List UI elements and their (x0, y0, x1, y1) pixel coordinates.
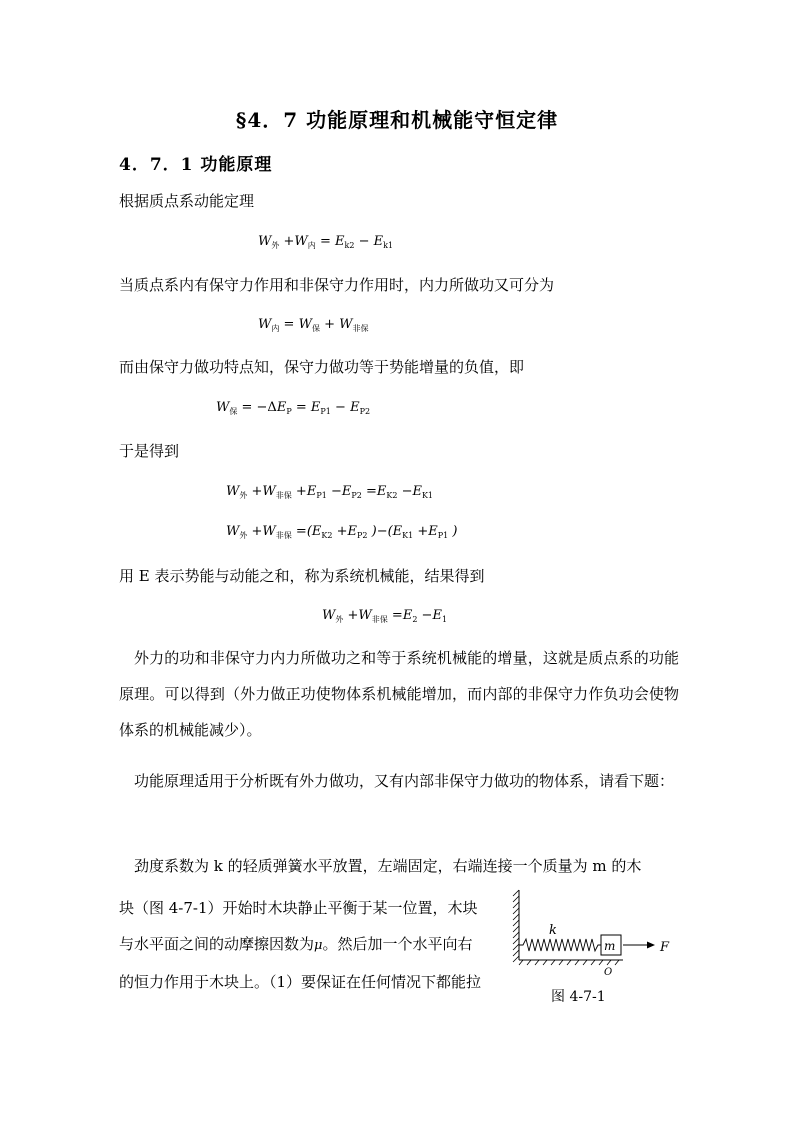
text-line: 而由保守力做功特点知，保守力做功等于势能增量的负值，即 (119, 358, 525, 376)
problem-line: 的恒力作用于木块上。（1）要保证在任何情况下都能拉 (119, 973, 482, 991)
figure-caption: 图 4-7-1 (551, 989, 606, 1005)
floor-hatching (519, 960, 619, 965)
equation-work-energy-principle: $W_外 +W_{非保} =E_2 -E_1$ (322, 608, 448, 624)
origin-label: O (604, 967, 613, 978)
spring-block-figure (505, 885, 685, 980)
problem-first-line: 劲度系数为 k 的轻质弹簧水平放置，左端固定，右端连接一个质量为 m 的木 (134, 857, 642, 875)
equation-energy-grouped: $W_外 +W_{非保} =(E_{K2} +E_{P2}$ )$-(E_{K1} +E_{P1}$ ) (226, 524, 458, 540)
spring-coil (519, 939, 601, 951)
block-label: m (604, 939, 616, 953)
problem-line: 与水平面之间的动摩擦因数为μ。然后加一个水平向右 (119, 935, 473, 953)
section-heading: 4．7．1 功能原理 (119, 155, 273, 175)
spring-label: k (549, 923, 557, 938)
problem-line: 块（图 4-7-1）开始时木块静止平衡于某一位置，木块 (119, 899, 478, 917)
paragraph-principle: 外力的功和非保守力内力所做功之和等于系统机械能的增量，这就是质点系的功能原理。可以得到（外力做正功使物体系机械能增加，而内部的非保守力作负功会使物体系的机械能减少）。 (119, 649, 679, 739)
problem-wrapped-text (119, 890, 509, 1000)
text-line: 根据质点系动能定理 (119, 192, 255, 210)
page-title: §4．7 功能原理和机械能守恒定律 (235, 108, 559, 132)
equation-energy-balance: $W_外 +W_{非保} +E_{P1} -E_{P2} =E_{K2} -E_{K1}$ (226, 484, 434, 500)
paragraph-application: 功能原理适用于分析既有外力做功，又有内部非保守力做功的物体系，请看下题： (134, 772, 675, 790)
wall-hatching (513, 890, 519, 962)
text-line: 用 E 表示势能与动能之和，称为系统机械能，结果得到 (119, 567, 485, 585)
equation-kinetic-theorem: $W_外 +W_内 = E_{k2} - E_{k1}$ (258, 234, 394, 250)
equation-internal-work: $W_内 = W_保 + W_{非保}$ (258, 317, 369, 333)
equation-conservative-work: $W_保 = -\Delta E_P = E_{P1} - E_{P2}$ (216, 400, 371, 416)
mu-symbol: μ (314, 938, 323, 953)
force-arrow-head (647, 942, 655, 949)
text-line: 于是得到 (119, 442, 180, 460)
text-line: 当质点系内有保守力作用和非保守力作用时，内力所做功又可分为 (119, 276, 555, 294)
force-label: F (660, 940, 670, 955)
